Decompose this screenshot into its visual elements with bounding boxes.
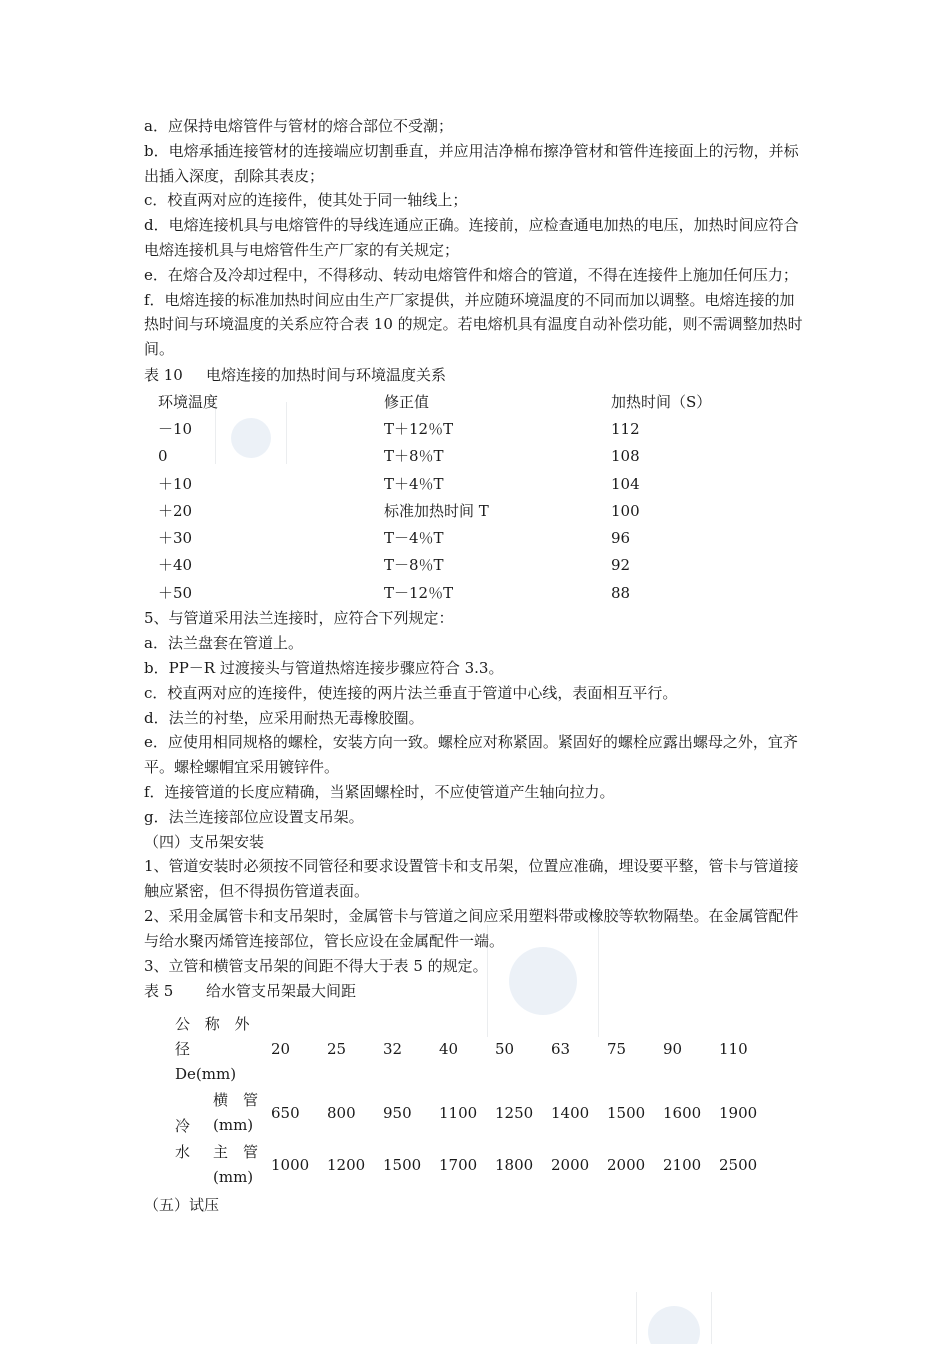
table-cell: 1100 — [439, 1103, 478, 1122]
table-cell: 950 — [383, 1103, 412, 1122]
table-cell: T＋8％T — [384, 447, 444, 466]
table-cell: 25 — [327, 1040, 347, 1059]
table-10-caption — [144, 362, 809, 388]
table-cell: 110 — [719, 1040, 748, 1059]
header-cell: 加热时间（S） — [611, 392, 712, 411]
table-cell: ＋50 — [158, 583, 193, 602]
table-cell: 104 — [611, 474, 640, 493]
document-page — [144, 114, 809, 1218]
cold-label: 冷 — [175, 1116, 191, 1135]
section-heading: （四）支吊架安装 — [144, 832, 265, 851]
watermark-3 — [636, 1292, 712, 1344]
table-cell: 90 — [663, 1040, 683, 1059]
table-cell: 2500 — [719, 1155, 758, 1174]
table-10-title: 电熔连接的加热时间与环境温度关系 — [206, 365, 447, 384]
header-cell-horizontal — [175, 1087, 271, 1139]
paragraph: 2、采用金属管卡和支吊架时，金属管卡与管道之间应采用塑料带或橡胶等软物隔垫。在金属管配件与给水聚丙烯管连接部位，管长应设在金属配件一端。 — [144, 906, 799, 950]
table-cell: 650 — [271, 1103, 300, 1122]
table-row — [158, 552, 711, 579]
table-cell: 100 — [611, 501, 640, 520]
table-cell: 1500 — [607, 1103, 646, 1122]
table-row-diameter — [175, 1012, 775, 1087]
paragraph: d．电熔连接机具与电熔管件的导线连通应正确。连接前，应检查通电加热的电压，加热时间应符合电熔连接机具与电熔管件生产厂家的有关规定； — [144, 216, 799, 259]
table-cell: 1700 — [439, 1155, 478, 1174]
table-cell: 63 — [551, 1040, 571, 1059]
table-cell: ＋10 — [158, 474, 193, 493]
paragraph: g．法兰连接部位应设置支吊架。 — [144, 807, 364, 826]
paragraph: c．校直两对应的连接件，使连接的两片法兰垂直于管道中心线，表面相互平行。 — [144, 683, 678, 702]
table-row — [158, 470, 711, 497]
table-cell: 1600 — [663, 1103, 702, 1122]
table-cell: 2100 — [663, 1155, 702, 1174]
table-cell: 0 — [158, 447, 168, 466]
paragraph: a．法兰盘套在管道上。 — [144, 634, 303, 653]
table-row — [158, 443, 711, 470]
paragraph: f．电熔连接的标准加热时间应由生产厂家提供，并应随环境温度的不同而加以调整。电熔连接的加热时间与环境温度的关系应符合表 10 的规定。若电熔机具有温度自动补偿功能，则不需调整加热时间。 — [144, 290, 803, 359]
table-cell: T＋12％T — [384, 419, 454, 438]
header-cell: 修正值 — [384, 392, 430, 411]
paragraph: c．校直两对应的连接件，使其处于同一轴线上； — [144, 191, 468, 210]
table-cell: 40 — [439, 1040, 459, 1059]
table-5 — [175, 1012, 775, 1191]
table-cell: 50 — [495, 1040, 515, 1059]
riser-unit: (mm) — [213, 1168, 254, 1187]
header-cell: 环境温度 — [158, 392, 219, 411]
diameter-label: 公 称 外 径 — [175, 1015, 255, 1059]
paragraph: b．电熔承插连接管材的连接端应切割垂直，并应用洁净棉布擦净管材和管件连接面上的污物，并标出插入深度，刮除其表皮； — [144, 141, 799, 185]
table-cell: 32 — [383, 1040, 403, 1059]
table-row-riser — [175, 1139, 775, 1191]
table-cell: 1250 — [495, 1103, 534, 1122]
table-row — [158, 524, 711, 551]
table-cell: ＋30 — [158, 529, 193, 548]
riser-label: 主 管 — [213, 1143, 259, 1162]
table-cell: T＋4％T — [384, 474, 444, 493]
diameter-unit: De(mm) — [175, 1065, 237, 1084]
table-5-caption — [144, 978, 809, 1004]
section-heading-pressure-test: （五）试压 — [144, 1196, 220, 1215]
table-cell: 2000 — [551, 1155, 590, 1174]
table-10 — [158, 388, 711, 606]
table-cell: 1200 — [327, 1155, 366, 1174]
table-cell: 75 — [607, 1040, 627, 1059]
horizontal-label: 横 管 — [213, 1091, 259, 1110]
table-cell: 标准加热时间 T — [384, 501, 489, 520]
paragraph: d．法兰的衬垫，应采用耐热无毒橡胶圈。 — [144, 708, 424, 727]
paragraph: f．连接管道的长度应精确，当紧固螺栓时，不应使管道产生轴向拉力。 — [144, 782, 615, 801]
paragraph: a．应保持电熔管件与管材的熔合部位不受潮； — [144, 117, 453, 135]
paragraph: 5、与管道采用法兰连接时，应符合下列规定： — [144, 609, 454, 628]
paragraph: 3、立管和横管支吊架的间距不得大于表 5 的规定。 — [144, 956, 488, 975]
table-row — [158, 415, 711, 442]
table-row — [158, 579, 711, 606]
water-label: 水 — [175, 1142, 191, 1161]
table-row — [158, 497, 711, 524]
table-cell: －10 — [158, 419, 193, 438]
table-10-number: 表 10 — [144, 365, 183, 384]
table-cell: 88 — [611, 583, 631, 602]
table-cell: T－4％T — [384, 529, 444, 548]
table-cell: 1500 — [383, 1155, 422, 1174]
table-cell: 96 — [611, 529, 631, 548]
table-cell: ＋20 — [158, 501, 193, 520]
header-cell-diameter — [175, 1012, 271, 1087]
paragraph: e．在熔合及冷却过程中，不得移动、转动电熔管件和熔合的管道，不得在连接件上施加任何压力； — [144, 265, 798, 284]
middle-paragraphs — [144, 606, 809, 978]
table-cell: 1000 — [271, 1155, 310, 1174]
table-header-row — [158, 388, 711, 415]
table-cell: 108 — [611, 447, 640, 466]
table-cell: T－12％T — [384, 583, 454, 602]
header-cell-riser — [175, 1139, 271, 1191]
table-cell: T－8％T — [384, 556, 444, 575]
table-cell: 20 — [271, 1040, 291, 1059]
table-cell: 2000 — [607, 1155, 646, 1174]
table-5-title: 给水管支吊架最大间距 — [206, 982, 357, 1001]
paragraph: b．PP－R 过渡接头与管道热熔连接步骤应符合 3.3。 — [144, 658, 504, 677]
table-cell: 1400 — [551, 1103, 590, 1122]
table-cell: 112 — [611, 419, 640, 438]
table-row-horizontal — [175, 1087, 775, 1139]
top-paragraphs — [144, 114, 809, 362]
paragraph: e．应使用相同规格的螺栓，安装方向一致。螺栓应对称紧固。紧固好的螺栓应露出螺母之外，宜齐平。螺栓螺帽宜采用镀锌件。 — [144, 733, 798, 777]
table-5-number: 表 5 — [144, 982, 174, 1001]
table-cell: ＋40 — [158, 556, 193, 575]
table-cell: 1900 — [719, 1103, 758, 1122]
paragraph: 1、管道安装时必须按不同管径和要求设置管卡和支吊架，位置应准确，埋设要平整，管卡与管道接触应紧密，但不得损伤管道表面。 — [144, 857, 799, 901]
horizontal-unit: (mm) — [213, 1116, 254, 1135]
table-cell: 1800 — [495, 1155, 534, 1174]
table-cell: 92 — [611, 556, 631, 575]
table-cell: 800 — [327, 1103, 356, 1122]
